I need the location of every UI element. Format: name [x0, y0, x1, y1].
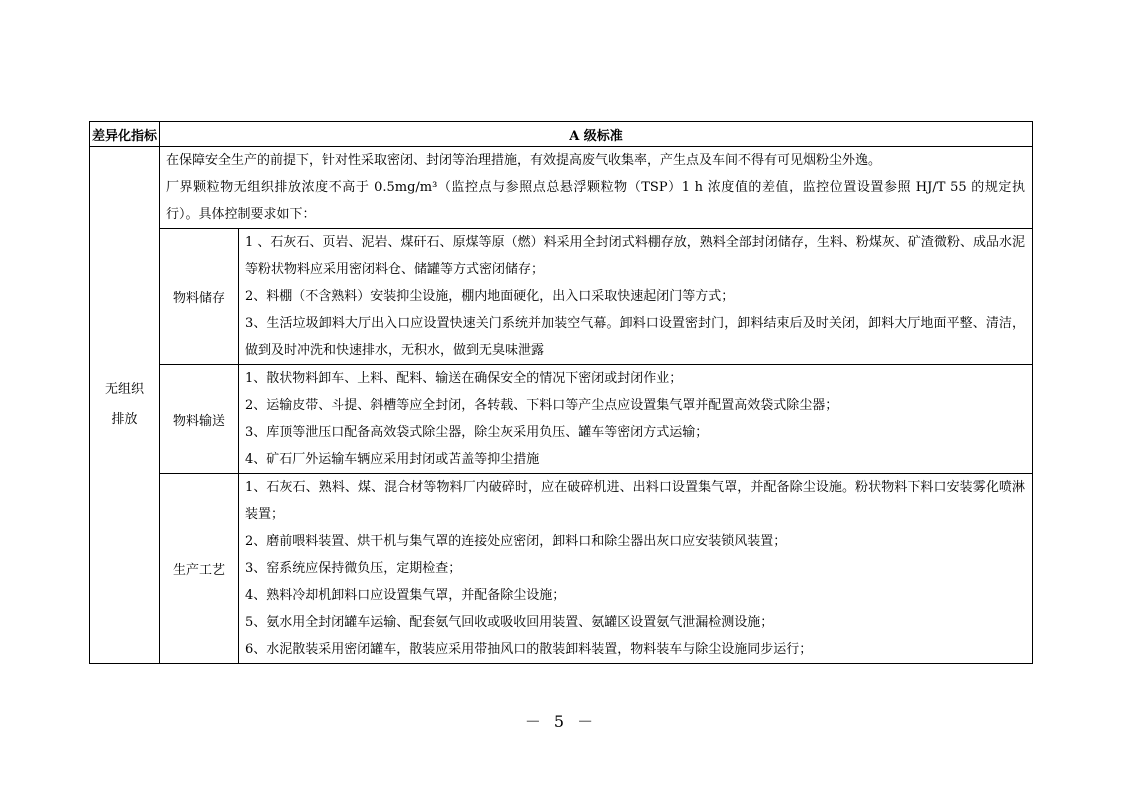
table-row-process: [90, 474, 1033, 664]
list-item: 2、磨前喂料装置、烘干机与集气罩的连接处应密闭，卸料口和除尘器出灰口应安装锁风装置；: [245, 534, 787, 549]
list-item: 3、窑系统应保持微负压，定期检查；: [245, 561, 462, 576]
list-item: 4、矿石厂外运输车辆应采用封闭或苫盖等抑尘措施: [245, 452, 540, 467]
general-requirements: [160, 147, 1033, 229]
general-paragraph: 厂界颗粒物无组织排放浓度不高于 0.5mg/m³（监控点与参照点总悬浮颗粒物（TSP）1 h 浓度值的差值，监控位置设置参照 HJ/T 55 的规定执行）。具体控制要求如下：: [166, 180, 1025, 222]
list-item: 2、运输皮带、斗提、斜槽等应全封闭，各转载、下料口等产尘点应设置集气罩并配置高效袋式除尘器；: [245, 398, 839, 413]
list-item: 5、氨水用全封闭罐车运输、配套氨气回收或吸收回用装置、氨罐区设置氨气泄漏检测设施；: [245, 615, 774, 630]
general-paragraph: 在保障安全生产的前提下，针对性采取密闭、封闭等治理措施，有效提高废气收集率，产生点及车间不得有可见烟粉尘外逸。: [166, 153, 882, 168]
subcategory-transport: 物料输送: [160, 365, 239, 474]
header-a-standard: A 级标准: [160, 122, 1033, 147]
table-row-general: [90, 147, 1033, 229]
list-item: 1 、石灰石、页岩、泥岩、煤矸石、原煤等原（燃）料采用全封闭式料棚存放，熟料全部封闭储存，生料、粉煤灰、矿渣微粉、成品水泥等粉状物料应采用密闭料仓、储罐等方式密闭储存；: [245, 235, 1025, 277]
process-requirements: [239, 474, 1033, 664]
subcategory-storage: 物料储存: [160, 229, 239, 365]
list-item: 3、库顶等泄压口配备高效袋式除尘器，除尘灰采用负压、罐车等密闭方式运输；: [245, 425, 709, 440]
list-item: 6、水泥散装采用密闭罐车，散装应采用带抽风口的散装卸料装置，物料装车与除尘设施同步运行；: [245, 642, 813, 657]
table-row-transport: [90, 365, 1033, 474]
page-number: － 5 －: [524, 712, 598, 731]
list-item: 1、石灰石、熟料、煤、混合材等物料厂内破碎时，应在破碎机进、出料口设置集气罩，并配备除尘设施。粉状物料下料口安装雾化喷淋装置；: [245, 480, 1025, 522]
subcategory-process: 生产工艺: [160, 474, 239, 664]
standards-table: [89, 121, 1033, 664]
category-cell: [90, 147, 160, 664]
category-line-2: 排放: [111, 412, 138, 427]
list-item: 2、料棚（不含熟料）安装抑尘设施，棚内地面硬化，出入口采取快速起闭门等方式；: [245, 289, 735, 304]
list-item: 4、熟料冷却机卸料口应设置集气罩，并配备除尘设施；: [245, 588, 566, 603]
table-row-storage: [90, 229, 1033, 365]
category-line-1: 无组织: [104, 382, 144, 397]
list-item: 3、生活垃圾卸料大厅出入口应设置快速关门系统并加装空气幕。卸料口设置密封门，卸料结束后及时关闭，卸料大厅地面平整、清洁，做到及时冲洗和快速排水，无积水，做到无臭味泄露: [245, 316, 1025, 358]
list-item: 1、散状物料卸车、上料、配料、输送在确保安全的情况下密闭或封闭作业；: [245, 371, 683, 386]
storage-requirements: [239, 229, 1033, 365]
transport-requirements: [239, 365, 1033, 474]
header-indicator: 差异化指标: [90, 122, 160, 147]
table-header-row: [90, 122, 1033, 147]
